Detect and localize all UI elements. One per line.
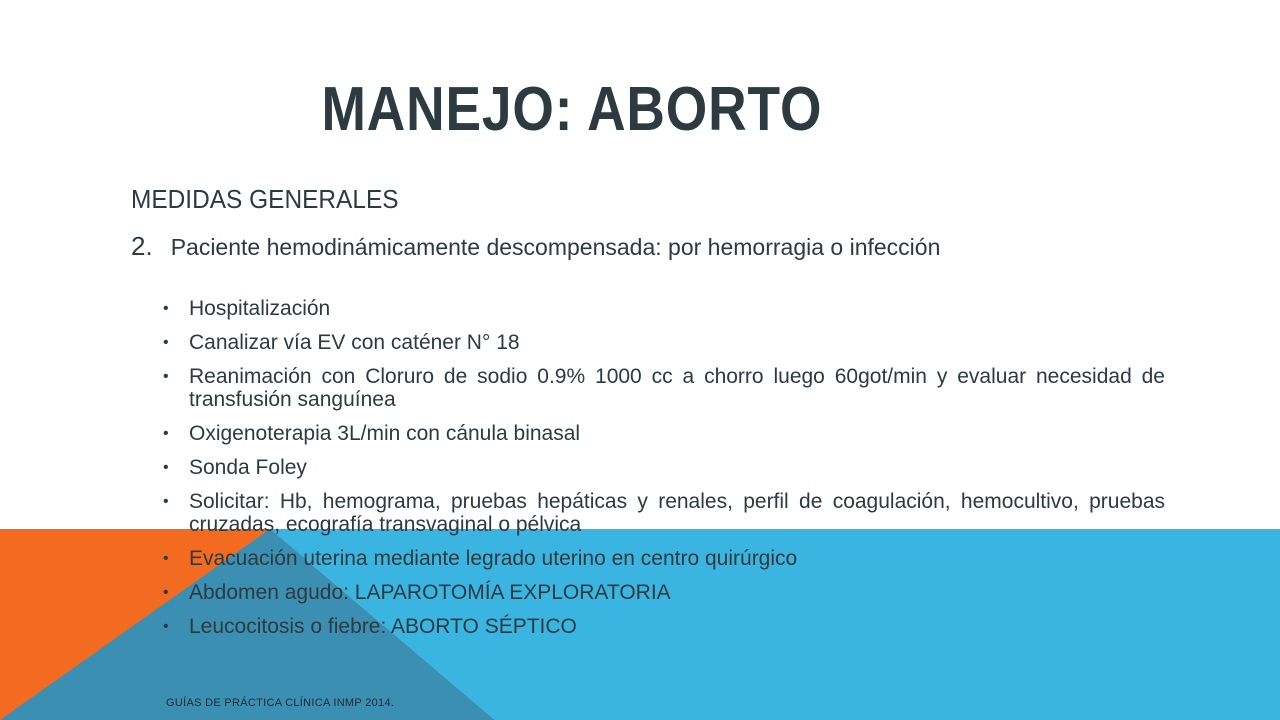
bullet-icon: • [163,550,169,567]
section-title: MEDIDAS GENERALES [131,184,399,214]
numbered-item [131,231,1231,262]
bullet-icon: • [163,618,169,635]
bullet-icon: • [163,334,169,351]
bullet-icon: • [163,493,169,510]
bullet-item: • Sonda Foley [163,456,307,479]
bullet-list [163,297,1165,649]
item-number: 2. [131,231,153,261]
bullet-icon: • [163,459,169,476]
bullet-icon: • [163,425,169,442]
item-text: Paciente hemodinámicamente descompensada: por hemorragia o infección [170,234,941,260]
bullet-item: • Evacuación uterina mediante legrado uterino en centro quirúrgico [163,547,798,570]
slide-title: MANEJO: ABORTO [321,75,823,144]
bullet-item: • Canalizar vía EV con caténer N° 18 [163,331,520,354]
footer-citation: GUÍAS DE PRÁCTICA CLÍNICA INMP 2014. [166,697,395,709]
bullet-icon: • [163,584,169,601]
bullet-item: • Abdomen agudo: LAPAROTOMÍA EXPLORATORIA [163,581,671,604]
bullet-item: • Hospitalización [163,297,331,320]
bullet-item: • Solicitar: Hb, hemograma, pruebas hepáticas y renales, perfil de coagulación, hemocultivo, pruebas cruzadas, ecografía transvaginal o pélvica [163,490,1165,536]
bullet-item: • Oxigenoterapia 3L/min con cánula binasal [163,422,581,445]
bullet-item: • Reanimación con Cloruro de sodio 0.9% 1000 cc a chorro luego 60got/min y evaluar necesidad de transfusión sanguínea [163,365,1165,411]
bullet-icon: • [163,300,169,317]
bullet-icon: • [163,368,169,385]
bullet-item: • Leucocitosis o fiebre: ABORTO SÉPTICO [163,615,577,638]
